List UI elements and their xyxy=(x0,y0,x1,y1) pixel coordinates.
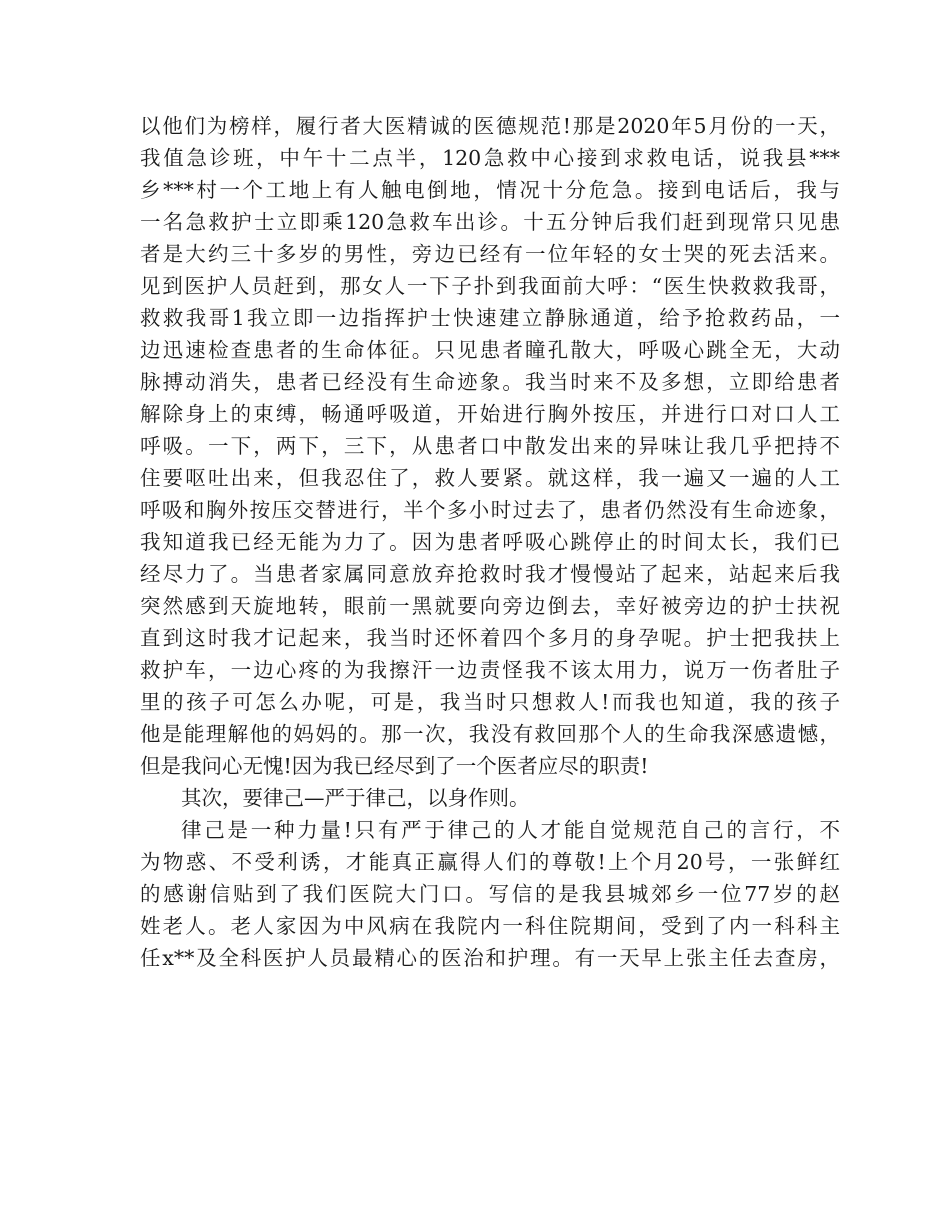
text-line: 经尽力了。当患者家属同意放弃抢救时我才慢慢站了起来，站起来后我 xyxy=(140,562,840,586)
text-line: 以他们为榜样，履行者大医精诚的医德规范!那是2020年5月份的一天， xyxy=(140,114,840,138)
text-line: 一名急救护士立即乘120急救车出诊。十五分钟后我们赶到现常只见患 xyxy=(140,210,840,234)
text-line: 的感谢信贴到了我们医院大门口。写信的是我县城郊乡一位77岁的赵 xyxy=(140,882,840,906)
section-heading: 其次，要律己—严于律己，以身作则。 xyxy=(181,786,530,810)
text-line: 突然感到天旋地转，眼前一黑就要向旁边倒去，幸好被旁边的护士扶祝 xyxy=(140,594,840,618)
text-line: 里的孩子可怎么办呢，可是，我当时只想救人!而我也知道，我的孩子 xyxy=(140,690,840,714)
text-line: 为物惑、不受利诱，才能真正赢得人们的尊敬!上个月20号，一张鲜红 xyxy=(140,850,840,874)
text-line: 脉搏动消失，患者已经没有生命迹象。我当时来不及多想，立即给患者 xyxy=(140,370,840,394)
text-line: 救救我哥1我立即一边指挥护士快速建立静脉通道，给予抢救药品，一 xyxy=(140,306,840,330)
text-line: 姓老人。老人家因为中风病在我院内一科住院期间，受到了内一科科主 xyxy=(140,914,840,938)
text-line: 直到这时我才记起来，我当时还怀着四个多月的身孕呢。护士把我扶上 xyxy=(140,626,840,650)
text-line: 我值急诊班，中午十二点半，120急救中心接到求救电话，说我县*** xyxy=(140,146,840,170)
text-line: 律己是一种力量!只有严于律己的人才能自觉规范自己的言行，不 xyxy=(181,818,840,842)
text-line: 边迅速检查患者的生命体征。只见患者瞳孔散大，呼吸心跳全无，大动 xyxy=(140,338,840,362)
text-line: 住要呕吐出来，但我忍住了，救人要紧。就这样，我一遍又一遍的人工 xyxy=(140,466,840,490)
text-line: 他是能理解他的妈妈的。那一次，我没有救回那个人的生命我深感遗憾， xyxy=(140,722,840,746)
text-line: 呼吸。一下，两下，三下，从患者口中散发出来的异味让我几乎把持不 xyxy=(140,434,840,458)
text-line: 救护车，一边心疼的为我擦汗一边责怪我不该太用力，说万一伤者肚子 xyxy=(140,658,840,682)
text-line: 者是大约三十多岁的男性，旁边已经有一位年轻的女士哭的死去活来。 xyxy=(140,242,840,266)
text-line: 见到医护人员赶到，那女人一下子扑到我面前大呼：“医生快救救我哥， xyxy=(140,274,840,298)
text-line: 解除身上的束缚，畅通呼吸道，开始进行胸外按压，并进行口对口人工 xyxy=(140,402,840,426)
text-line: 呼吸和胸外按压交替进行，半个多小时过去了，患者仍然没有生命迹象， xyxy=(140,498,840,522)
text-line: 我知道我已经无能为力了。因为患者呼吸心跳停止的时间太长，我们已 xyxy=(140,530,840,554)
text-line: 乡***村一个工地上有人触电倒地，情况十分危急。接到电话后，我与 xyxy=(140,178,840,202)
paragraph-end-line: 但是我问心无愧!因为我已经尽到了一个医者应尽的职责! xyxy=(140,754,649,778)
text-line: 任x**及全科医护人员最精心的医治和护理。有一天早上张主任去查房， xyxy=(140,946,840,970)
body-text xyxy=(140,110,840,974)
